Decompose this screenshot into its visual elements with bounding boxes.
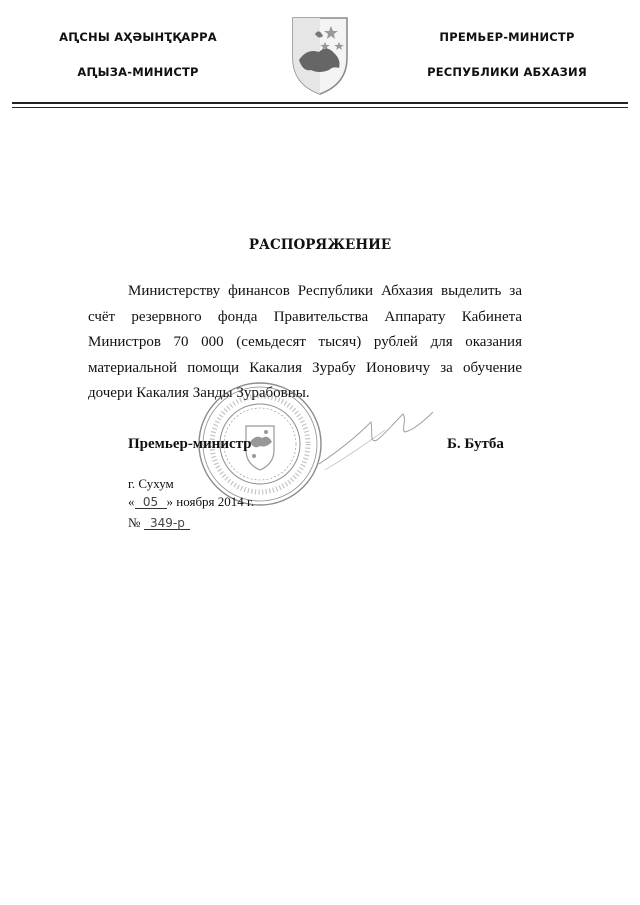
signatory-title: Премьер-министр	[128, 436, 252, 452]
header-right-line2: РЕСПУБЛИКИ АБХАЗИЯ	[427, 65, 587, 79]
document-title: РАСПОРЯЖЕНИЕ	[248, 237, 392, 253]
header-rule-thick	[12, 102, 628, 104]
signatory-name: Б. Бутба	[447, 436, 504, 452]
date-open-quote: «	[128, 494, 135, 509]
date-day: 05	[135, 496, 167, 509]
header-left-line1: АԤСНЫ АҲӘЫНҬҚАРРА	[59, 30, 217, 44]
order-number-line	[128, 515, 190, 531]
place-of-issue: г. Сухум	[128, 476, 174, 491]
signature-icon	[315, 400, 435, 472]
header-left-line2: АԤЫЗА-МИНИСТР	[77, 65, 199, 79]
date-month-year: » ноября 2014 г.	[166, 494, 255, 509]
number-label: №	[128, 515, 141, 530]
order-number: 349-р	[144, 517, 190, 530]
document-body: Министерству финансов Республики Абхазия выделить за счёт резервного фонда Правительства Аппарату Кабинета Министров 70 000 (семьдесят тысяч) рублей для оказания материальной помощи Какалия Зурабу Ионовичу за обучение дочери Какалия Занды Зурабовны.	[88, 283, 522, 401]
header-rule-thin	[12, 107, 628, 108]
header-right-line1: ПРЕМЬЕР-МИНИСТР	[439, 30, 575, 44]
issue-date	[128, 494, 254, 510]
state-emblem-icon	[289, 14, 351, 96]
